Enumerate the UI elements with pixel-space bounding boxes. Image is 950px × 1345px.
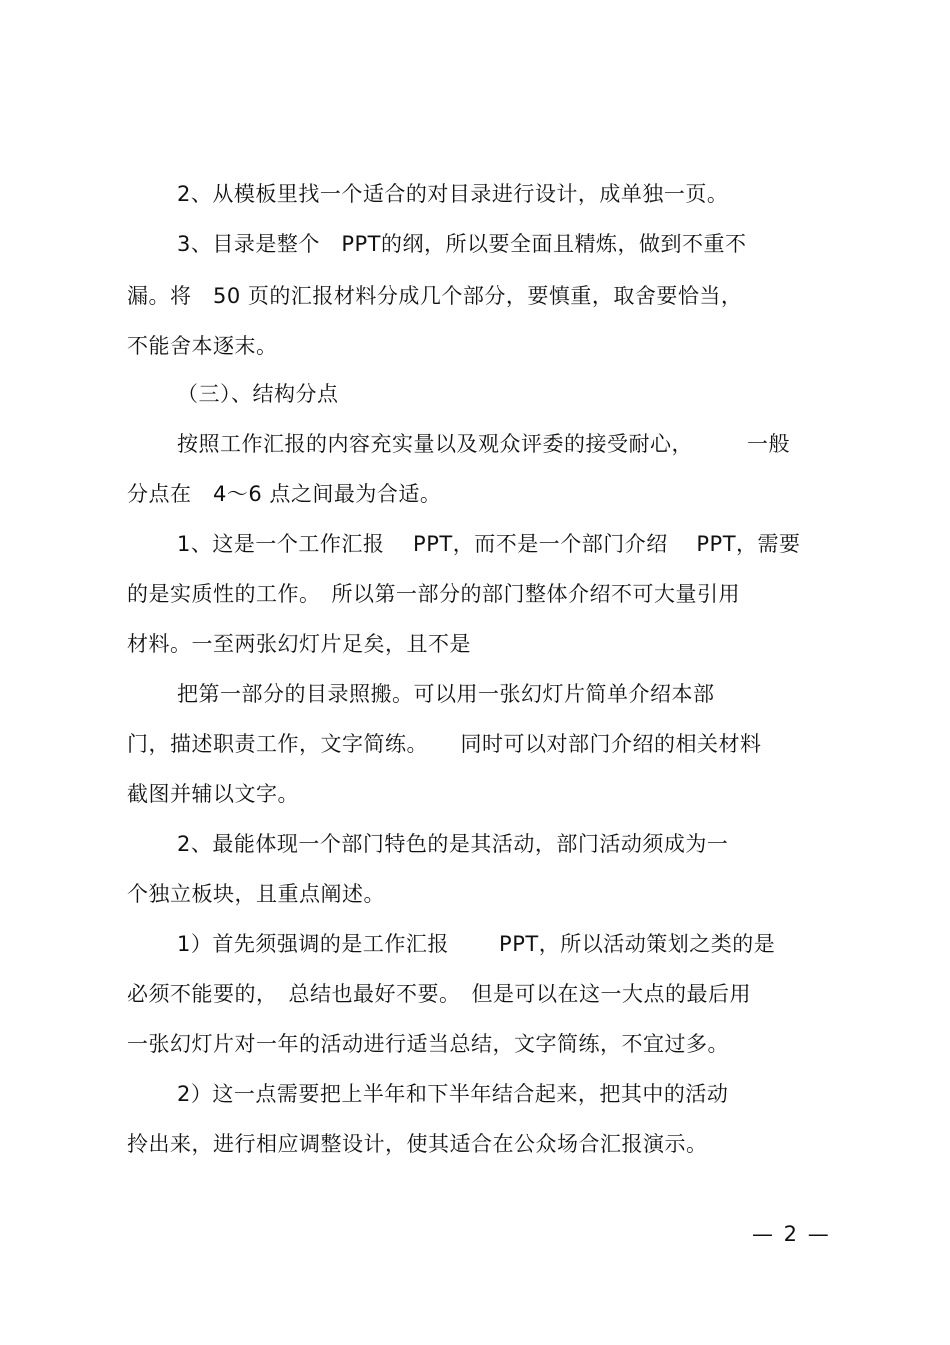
paragraph-line: 拎出来，进行相应调整设计，使其适合在公众场合汇报演示。 (127, 1132, 708, 1156)
paragraph-line: 2）这一点需要把上半年和下半年结合起来，把其中的活动 (177, 1082, 729, 1106)
paragraph-line: 的是实质性的工作。 所以第一部分的部门整体介绍不可大量引用 (127, 582, 740, 606)
paragraph-line: 2、从模板里找一个适合的对目录进行设计，成单独一页。 (177, 182, 729, 206)
paragraph-line: 截图并辅以文字。 (127, 782, 299, 806)
paragraph-line: 1）首先须强调的是工作汇报 PPT，所以活动策划之类的是 (177, 932, 776, 956)
paragraph-line: 按照工作汇报的内容充实量以及观众评委的接受耐心， 一般 (177, 432, 790, 456)
paragraph-line: 门，描述职责工作，文字简练。 同时可以对部门介绍的相关材料 (127, 732, 762, 756)
paragraph-line: 1、这是一个工作汇报 PPT，而不是一个部门介绍 PPT，需要 (177, 532, 801, 556)
paragraph-line: 个独立板块，且重点阐述。 (127, 882, 385, 906)
paragraph-line: 3、目录是整个 PPT的纲，所以要全面且精炼，做到不重不 (177, 232, 747, 256)
paragraph-line: 必须不能要的， 总结也最好不要。 但是可以在这一大点的最后用 (127, 982, 751, 1006)
paragraph-line: 分点在 4～6 点之间最为合适。 (127, 482, 442, 506)
paragraph-line: 一张幻灯片对一年的活动进行适当总结，文字简练，不宜过多。 (127, 1032, 729, 1056)
paragraph-line: 2、最能体现一个部门特色的是其活动，部门活动须成为一 (177, 832, 729, 856)
paragraph-line: 漏。将 50 页的汇报材料分成几个部分，要慎重，取舍要恰当， (127, 284, 743, 308)
section-heading: （三）、结构分点 (177, 382, 339, 406)
paragraph-line: 材料。一至两张幻灯片足矣，且不是 (127, 632, 471, 656)
paragraph-line: 把第一部分的目录照搬。可以用一张幻灯片简单介绍本部 (177, 682, 715, 706)
paragraph-line: 不能舍本逐末。 (127, 334, 278, 358)
page-number: — 2 — (752, 1222, 831, 1246)
